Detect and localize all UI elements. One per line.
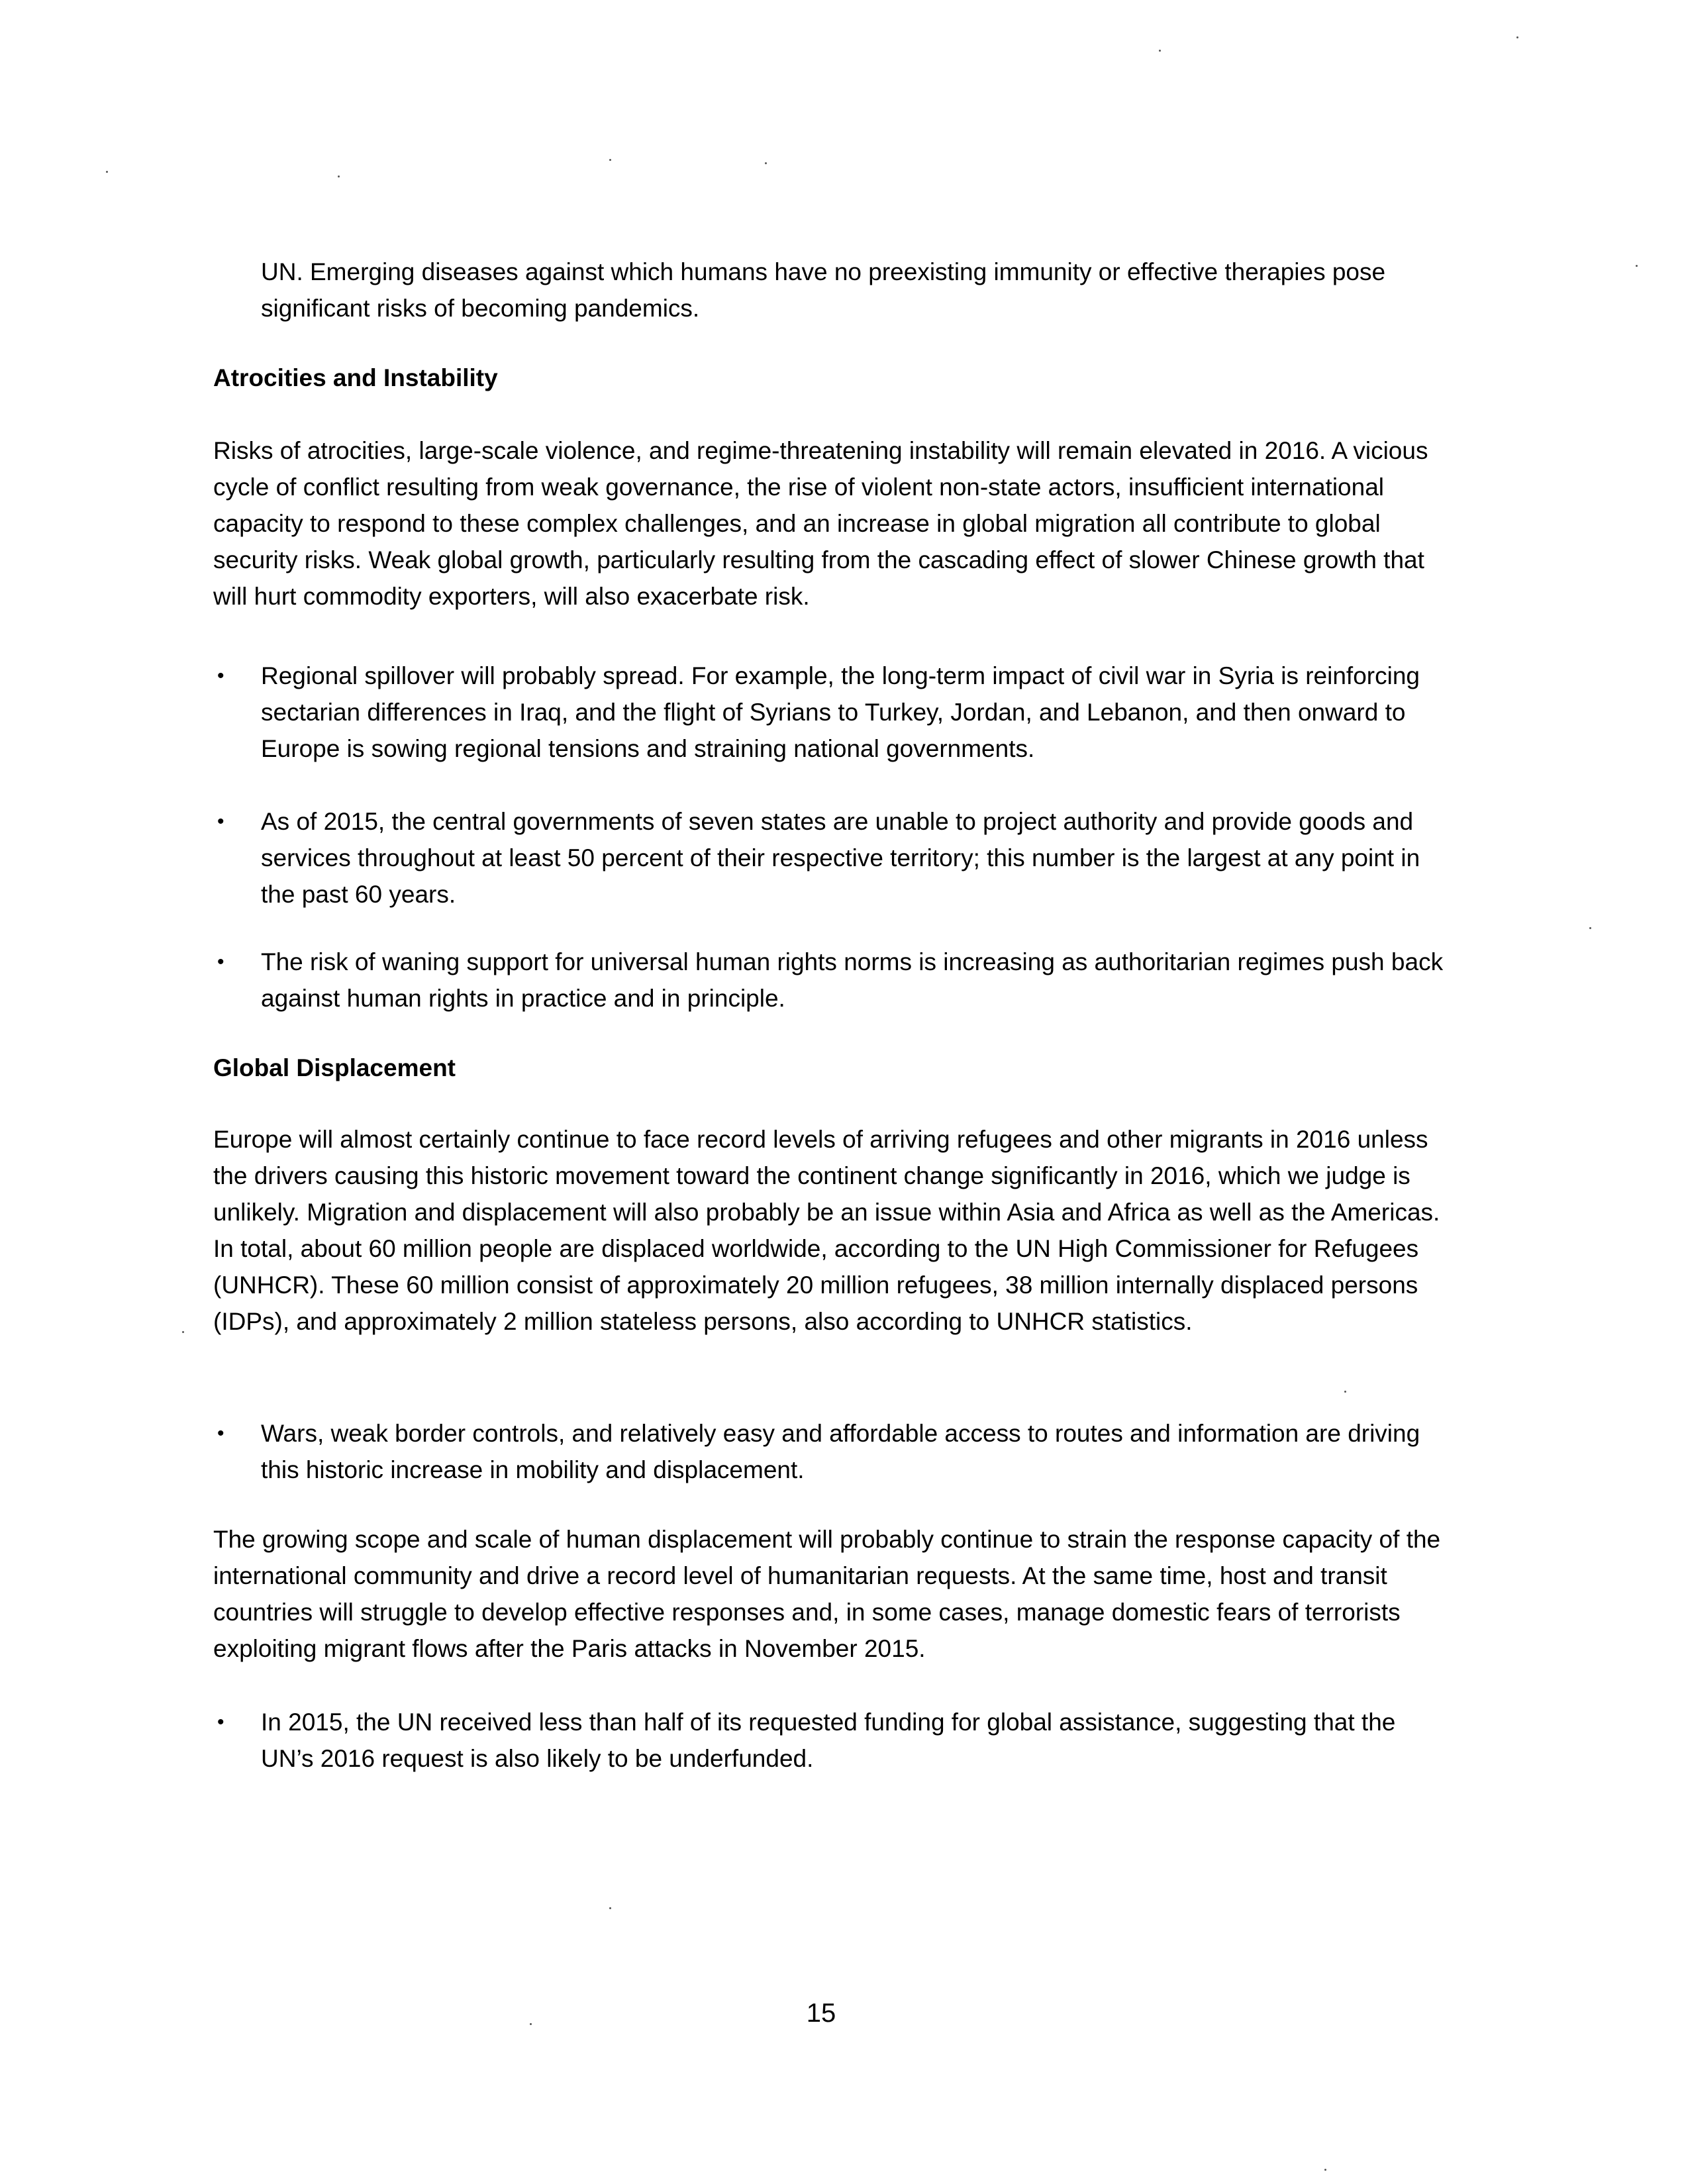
bullet-icon: • (217, 1711, 224, 1733)
scan-speck (1589, 927, 1591, 929)
scan-speck (1159, 50, 1161, 52)
section-heading: Global Displacement (213, 1054, 456, 1081)
scan-speck (1344, 1391, 1346, 1393)
bullet-item (213, 1415, 1445, 1488)
displacement-paragraph (213, 1121, 1445, 1340)
scan-speck (609, 159, 611, 161)
section-atrocities (213, 360, 1445, 396)
paragraph-text: Risks of atrocities, large-scale violence, and regime-threatening instability will remain elevated in 2016. A vicious cycle of conflict resulting from weak governance, the rise of violent non-state actors, insufficient international capacity to respond to these complex challenges, and an increase in global migration all contribute to global security risks. Weak global growth, particularly resulting from the cascading effect of slower Chinese growth that will hurt commodity exporters, will also exacerbate risk. (213, 437, 1428, 610)
bullet-icon: • (217, 811, 224, 832)
bullet-text: Regional spillover will probably spread. For example, the long-term impact of civil war in Syria is reinforcing sectarian differences in Iraq, and the flight of Syrians to Turkey, Jordan, and Lebanon, and then onward to Europe is sowing regional tensions and straining national governments. (261, 662, 1420, 762)
bullet-item (213, 944, 1445, 1017)
section-heading: Atrocities and Instability (213, 364, 498, 391)
bullet-icon: • (217, 1422, 224, 1444)
paragraph-text: The growing scope and scale of human displacement will probably continue to strain the response capacity of the international community and drive a record level of humanitarian requests. At the same time, host and transit countries will struggle to develop effective responses and, in some cases, manage domestic fears of terrorists exploiting migrant flows after the Paris attacks in November 2015. (213, 1526, 1441, 1662)
scan-speck (106, 171, 108, 173)
scan-speck (182, 1331, 184, 1333)
continuation-text: UN. Emerging diseases against which humans have no preexisting immunity or effective therapies pose significant risks of becoming pandemics. (261, 258, 1386, 322)
bullet-item (213, 803, 1445, 913)
section-global-displacement (213, 1050, 1445, 1086)
bullet-item (213, 658, 1445, 767)
bullet-text: In 2015, the UN received less than half of its requested funding for global assistance, suggesting that the UN’s 2016 request is also likely to be underfunded. (261, 1709, 1396, 1772)
bullet-item (213, 1704, 1445, 1777)
scan-speck (1516, 36, 1518, 38)
bullet-text: As of 2015, the central governments of seven states are unable to project authority and provide goods and services throughout at least 50 percent of their respective territory; this number is the largest at any point in the past 60 years. (261, 808, 1420, 908)
page-number: 15 (806, 1999, 836, 2028)
displacement-paragraph-2 (213, 1521, 1445, 1667)
bullet-text: Wars, weak border controls, and relatively easy and affordable access to routes and information are driving this historic increase in mobility and displacement. (261, 1420, 1420, 1483)
scan-speck (609, 1907, 611, 1909)
bullet-icon: • (217, 951, 224, 973)
scan-speck (1636, 265, 1638, 267)
paragraph-text: Europe will almost certainly continue to face record levels of arriving refugees and other migrants in 2016 unless the drivers causing this historic movement toward the continent change significantly in 2016, which we judge is unlikely. Migration and displacement will also probably be an issue within Asia and Africa as well as the Americas. In total, about 60 million people are displaced worldwide, according to the UN High Commissioner for Refugees (UNHCR). These 60 million consist of approximately 20 million refugees, 38 million internally displaced persons (IDPs), and approximately 2 million stateless persons, also according to UNHCR statistics. (213, 1126, 1440, 1335)
scan-speck (765, 162, 767, 164)
bullet-icon: • (217, 665, 224, 687)
continuation-paragraph (213, 254, 1445, 326)
bullet-text: The risk of waning support for universal human rights norms is increasing as authoritarian regimes push back against human rights in practice and in principle. (261, 948, 1444, 1012)
scan-speck (1324, 2169, 1326, 2171)
scan-speck (338, 175, 340, 177)
atrocities-paragraph (213, 432, 1445, 615)
